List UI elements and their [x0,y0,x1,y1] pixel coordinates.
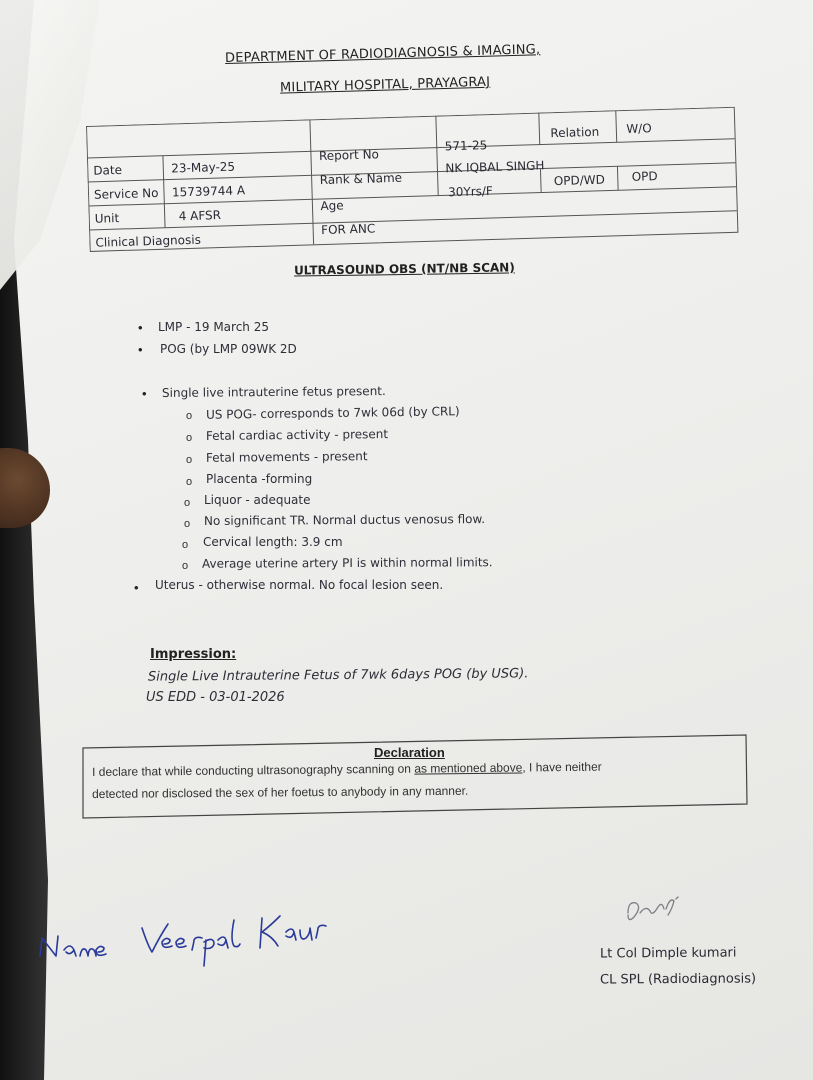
declaration-link-text: as mentioned above [414,760,523,776]
rank-label: Rank & Name [319,170,403,188]
opd-value: OPD [631,169,658,184]
finding-item: Liquor - adequate [204,493,311,507]
sub-bullet-icon: o [186,410,193,422]
unit-label: Unit [94,211,120,226]
hospital-title: MILITARY HOSPITAL, PRAYAGRAJ [279,74,491,96]
report-value: 571-25 [444,138,488,154]
lmp-line: LMP - 19 March 25 [158,320,269,334]
declaration-heading: Declaration [374,745,445,760]
handwritten-name [34,900,334,970]
report-label: Report No [318,147,380,164]
bullet-icon: • [142,386,147,401]
impression-line: Single Live Intrauterine Fetus of 7wk 6days POG (by USG). [147,666,529,685]
declaration-text-a: I declare that while conducting ultrasonography scanning on [92,761,415,779]
uterus-line: Uterus - otherwise normal. No focal lesion seen. [155,578,444,592]
age-value: 30Yrs/F [447,183,494,200]
sub-bullet-icon: o [182,539,189,551]
service-value: 15739744 A [171,183,246,200]
finding-item: Cervical length: 3.9 cm [203,535,343,549]
signatory-name: Lt Col Dimple kumari [599,945,737,962]
finding-item: Placenta -forming [206,472,313,486]
service-label: Service No [93,185,159,202]
sub-bullet-icon: o [186,476,193,488]
finding-item: Fetal cardiac activity - present [205,427,389,443]
sub-bullet-icon: o [184,518,191,530]
sub-bullet-icon: o [182,560,189,572]
clinical-label: Clinical Diagnosis [95,232,202,250]
sub-bullet-icon: o [186,454,193,466]
age-label: Age [320,198,344,214]
edd-line: US EDD - 03-01-2026 [146,690,285,705]
relation-value: W/O [626,121,652,136]
finding-item: Average uterine artery PI is within normal limits. [201,555,493,571]
clinical-value: FOR ANC [320,221,376,238]
finding-item: US POG- corresponds to 7wk 06d (by CRL) [205,404,460,422]
finding-item: Fetal movements - present [205,449,368,465]
unit-value: 4 AFSR [178,208,222,224]
opd-label: OPD/WD [553,172,606,189]
bullet-icon: • [138,342,143,357]
signatory-designation: CL SPL (Radiodiagnosis) [599,971,757,988]
relation-label: Relation [550,124,600,141]
bullet-icon: • [138,320,143,335]
bullet-icon: • [134,580,139,595]
rank-value: NK IQBAL SINGH [445,158,545,176]
date-value: 23-May-25 [171,159,236,176]
department-title: DEPARTMENT OF RADIODIAGNOSIS & IMAGING, [224,42,541,67]
sub-bullet-icon: o [186,432,193,444]
signature-scribble [622,893,692,929]
findings-heading: Single live intrauterine fetus present. [161,384,386,400]
impression-heading: Impression: [150,647,237,662]
report-title: ULTRASOUND OBS (NT/NB SCAN) [293,260,515,278]
finding-item: No significant TR. Normal ductus venosus flow. [203,512,486,528]
pog-line: POG (by LMP 09WK 2D [160,342,297,356]
sub-bullet-icon: o [184,497,191,509]
declaration-text-c: detected nor disclosed the sex of her foetus to anybody in any manner. [92,783,469,801]
date-label: Date [93,162,123,178]
declaration-text-b: , I have neither [522,759,602,775]
patient-info-table [86,107,740,254]
